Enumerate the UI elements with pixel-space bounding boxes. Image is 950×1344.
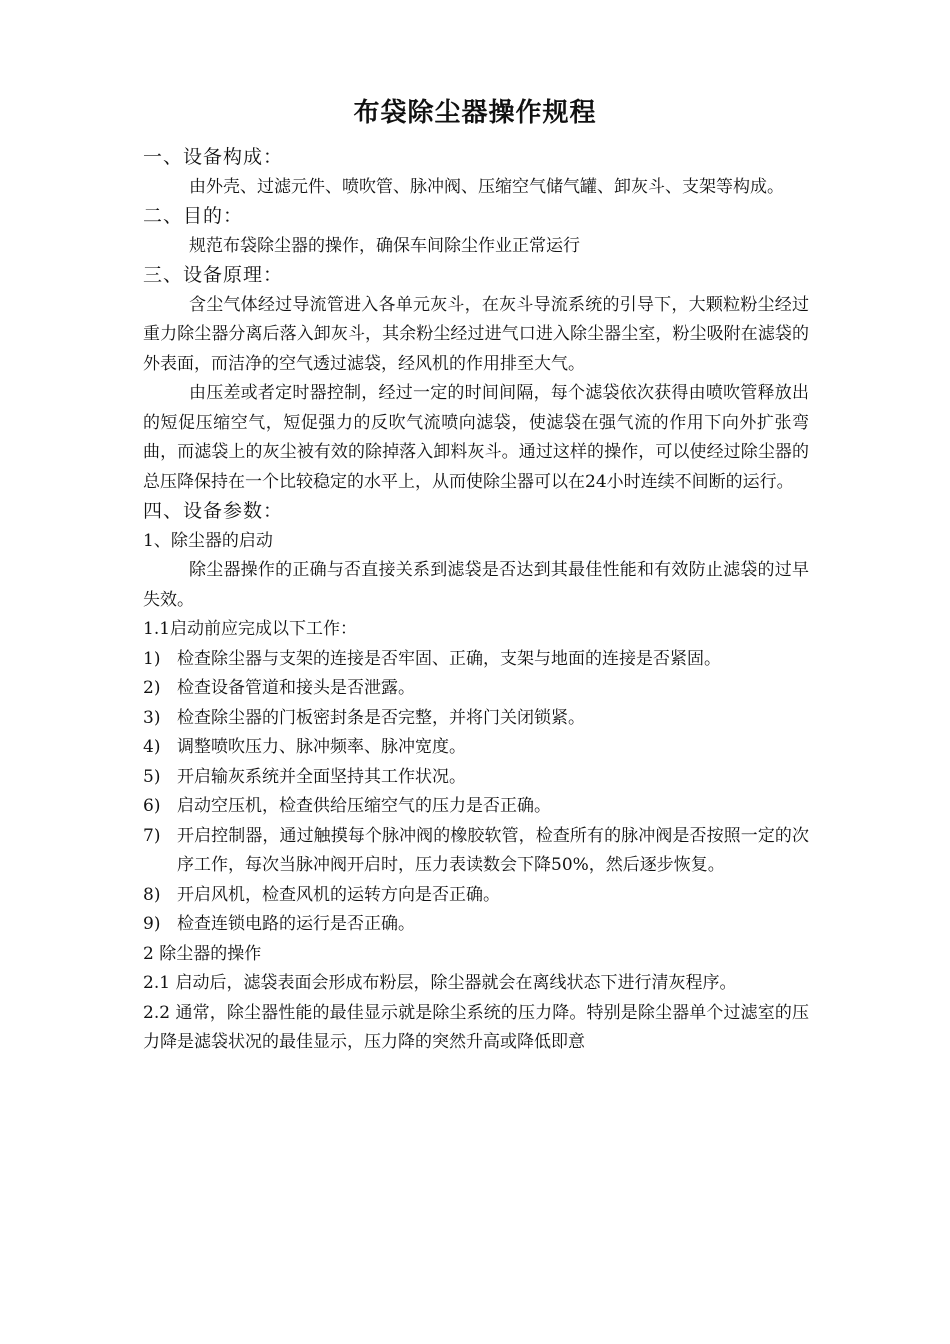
list-text: 开启风机，检查风机的运转方向是否正确。 [177, 884, 500, 905]
subheading-pre-start: 1.1启动前应完成以下工作： [143, 619, 358, 639]
list-item [143, 763, 809, 793]
purpose-text: 规范布袋除尘器的操作，确保车间除尘作业正常运行 [189, 235, 580, 256]
list-item [143, 881, 809, 911]
list-number: 6) [143, 796, 161, 816]
operation-paragraph-2-1: 2.1 启动后，滤袋表面会形成布粉层，除尘器就会在离线状态下进行清灰程序。 [143, 973, 737, 993]
startup-text: 除尘器操作的正确与否直接关系到滤袋是否达到其最佳性能和有效防止滤袋的过早失效。 [143, 560, 809, 610]
list-text: 调整喷吹压力、脉冲频率、脉冲宽度。 [177, 737, 466, 757]
operation-paragraph-2-2: 2.2 通常，除尘器性能的最佳显示就是除尘系统的压力降。特别是除尘器单个过滤室的压力降是滤袋状况的最佳显示，压力降的突然升高或降低即意 [143, 1002, 809, 1052]
list-item [143, 822, 809, 881]
principle-paragraph-2: 由压差或者定时器控制，经过一定的时间间隔，每个滤袋依次获得由喷吹管释放出的短促压缩空气，短促强力的反吹气流喷向滤袋，使滤袋在强气流的作用下向外扩张弯曲，而滤袋上的灰尘被有效的除掉落入卸料灰斗。通过这样的操作，可以使经过除尘器的总压降保持在一个比较稳定的水平上，从而使除尘器可以在24小时连续不间断的运行。 [143, 383, 809, 492]
list-text: 检查除尘器与支架的连接是否牢固、正确，支架与地面的连接是否紧固。 [177, 648, 721, 669]
list-number: 5) [143, 766, 161, 787]
list-item [143, 674, 809, 704]
list-text: 开启控制器，通过触摸每个脉冲阀的橡胶软管，检查所有的脉冲阀是否按照一定的次序工作，每次当脉冲阀开启时，压力表读数会下降50%，然后逐步恢复。 [177, 825, 809, 875]
list-text: 启动空压机，检查供给压缩空气的压力是否正确。 [177, 796, 551, 816]
section-heading-composition: 一、设备构成： [143, 146, 284, 168]
list-item [143, 733, 809, 763]
list-text: 检查除尘器的门板密封条是否完整，并将门关闭锁紧。 [177, 707, 585, 728]
list-item [143, 792, 809, 822]
document-body [143, 143, 809, 1058]
principle-paragraph-1: 含尘气体经过导流管进入各单元灰斗，在灰斗导流系统的引导下，大颗粒粉尘经过重力除尘器分离后落入卸灰斗，其余粉尘经过进气口进入除尘器尘室，粉尘吸附在滤袋的外表面，而洁净的空气透过滤袋，经风机的作用排至大气。 [143, 294, 809, 374]
list-text: 开启输灰系统并全面坚持其工作状况。 [177, 766, 466, 787]
composition-text: 由外壳、过滤元件、喷吹管、脉冲阀、压缩空气储气罐、卸灰斗、支架等构成。 [189, 176, 784, 197]
section-heading-principle: 三、设备原理： [143, 264, 284, 286]
list-number: 4) [143, 737, 161, 757]
section-heading-purpose: 二、目的： [143, 205, 244, 227]
list-number: 7) [143, 825, 161, 846]
list-number: 2) [143, 678, 161, 698]
subheading-operation: 2 除尘器的操作 [143, 943, 262, 964]
list-number: 3) [143, 707, 161, 728]
list-number: 9) [143, 914, 161, 934]
section-heading-parameters: 四、设备参数： [143, 500, 284, 522]
subheading-startup: 1、除尘器的启动 [143, 530, 273, 551]
list-item [143, 910, 809, 940]
list-number: 1) [143, 648, 161, 669]
list-text: 检查连锁电路的运行是否正确。 [177, 914, 415, 934]
document-title: 布袋除尘器操作规程 [353, 98, 597, 128]
list-item [143, 704, 809, 734]
list-text: 检查设备管道和接头是否泄露。 [177, 678, 415, 698]
list-number: 8) [143, 884, 161, 905]
list-item [143, 645, 809, 675]
